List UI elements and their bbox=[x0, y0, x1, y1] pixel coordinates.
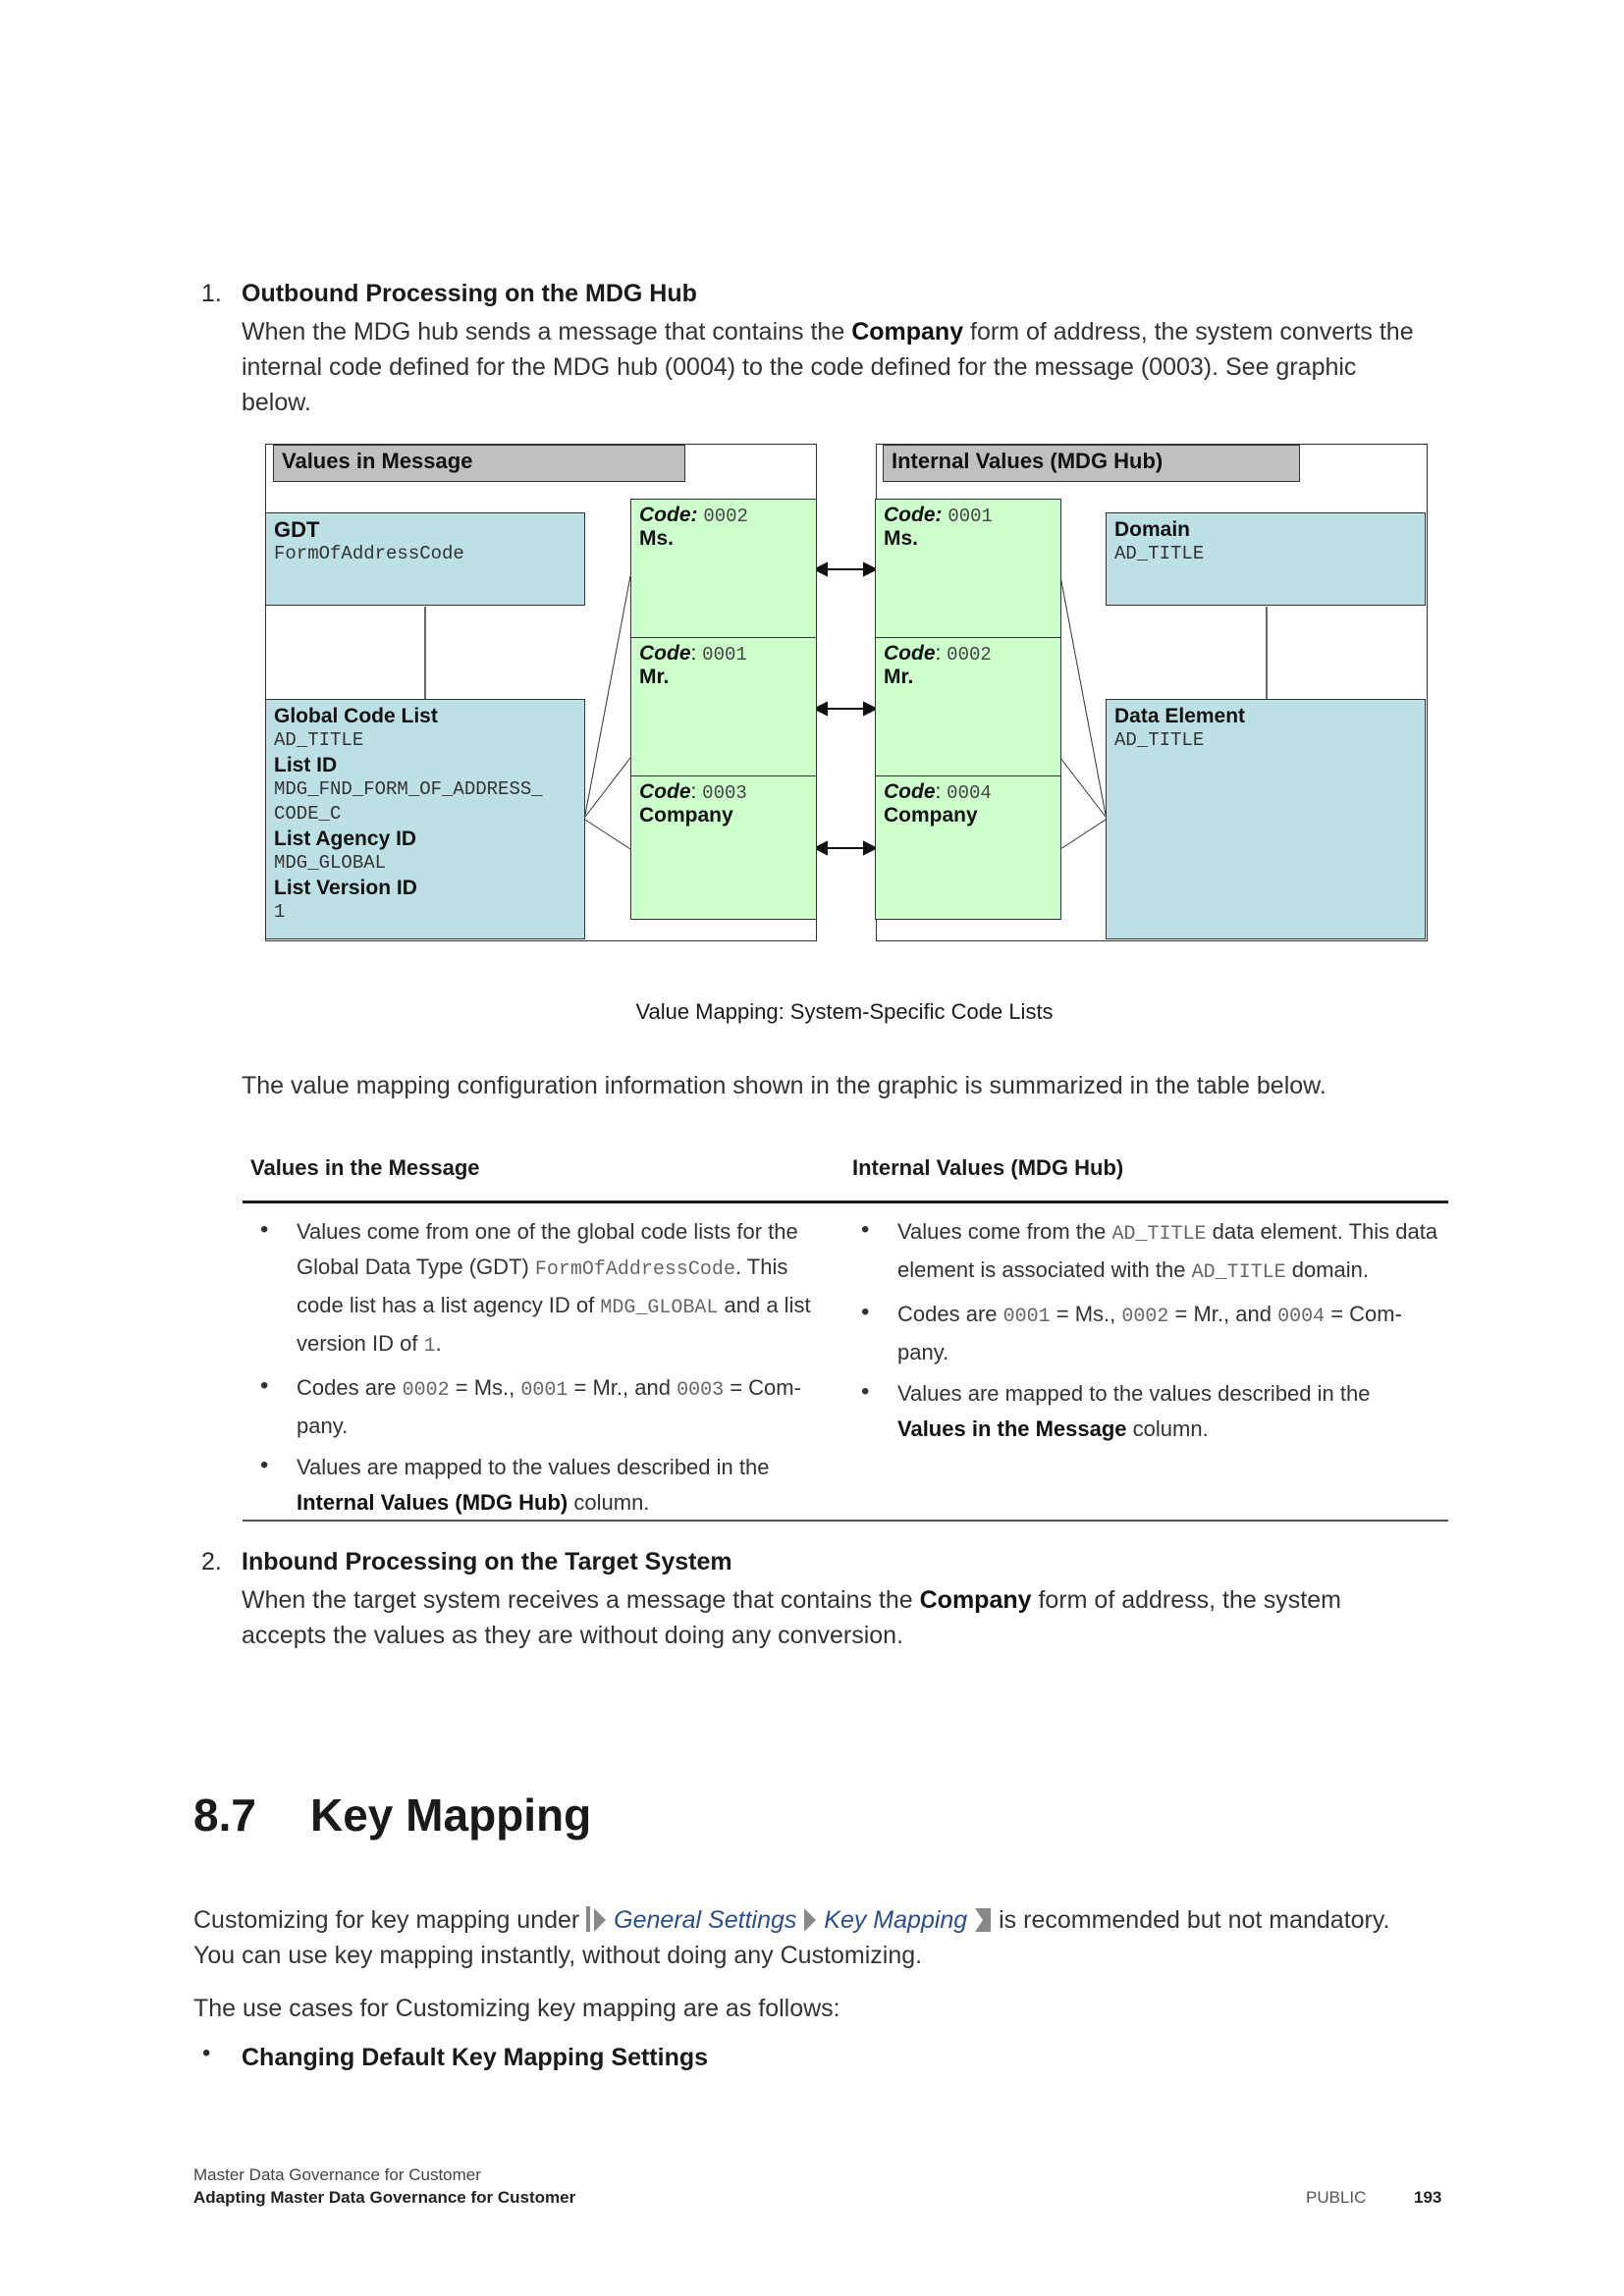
step-text: When the target system receives a message that contains the Company form of address, the system accepts the values as they are without doing any conversion. bbox=[242, 1586, 1341, 1649]
summary-text: The value mapping configuration information shown in the graphic is summarized in the table below. bbox=[242, 1072, 1326, 1099]
table-cell-col2 bbox=[843, 1214, 1438, 1453]
list-item: • Values are mapped to the values described in the Internal Values (MDG Hub) column. bbox=[260, 1452, 770, 1515]
global-code-list-box: Global Code List AD_TITLE List ID MDG_FND_FORM_OF_ADDRESS_ CODE_C List Agency ID MDG_GLOBAL List Version ID 1 bbox=[265, 699, 585, 939]
step-number: 2. bbox=[201, 1548, 222, 1575]
right-header: Internal Values (MDG Hub) bbox=[883, 445, 1300, 482]
use-cases-intro: The use cases for Customizing key mapping are as follows: bbox=[193, 1995, 840, 2022]
section-number: 8.7 bbox=[193, 1789, 256, 1841]
path-arrow-icon bbox=[593, 1907, 607, 1933]
value-mapping-diagram bbox=[263, 442, 1422, 942]
page-number: 193 bbox=[1414, 2188, 1442, 2207]
data-element-box: Data Element AD_TITLE bbox=[1106, 699, 1426, 939]
table-header-rule bbox=[243, 1201, 1448, 1203]
left-code-box-ms: Code: 0002 Ms. bbox=[630, 499, 817, 638]
left-header: Values in Message bbox=[273, 445, 685, 482]
step-number: 1. bbox=[201, 280, 222, 307]
footer-classification: PUBLIC bbox=[1306, 2188, 1367, 2207]
table-cell-col1 bbox=[243, 1214, 839, 1526]
table-header-values-in-message: Values in the Message bbox=[250, 1155, 480, 1180]
step-title: Outbound Processing on the MDG Hub bbox=[242, 280, 697, 307]
gdt-box: GDT FormOfAddressCode bbox=[265, 512, 585, 606]
right-code-box-company: Code: 0004 Company bbox=[875, 775, 1061, 920]
use-case-item: Changing Default Key Mapping Settings bbox=[242, 2044, 709, 2071]
domain-box: Domain AD_TITLE bbox=[1106, 512, 1426, 606]
menu-path-start-icon bbox=[586, 1906, 590, 1932]
figure-caption: Value Mapping: System-Specific Code Lists bbox=[635, 999, 1054, 1024]
list-item: • Values come from the AD_TITLE data element. This data element is associated with the AD_TITLE domain. bbox=[861, 1216, 1438, 1284]
left-code-box-company: Code: 0003 Company bbox=[630, 775, 817, 920]
list-item: • Codes are 0001 = Ms., 0002 = Mr., and 0004 = Company. bbox=[861, 1299, 1402, 1364]
right-code-box-ms: Code: 0001 Ms. bbox=[875, 499, 1061, 638]
section-title: Key Mapping bbox=[310, 1789, 592, 1841]
path-arrow-icon bbox=[803, 1907, 817, 1933]
footer-doc-title: Master Data Governance for Customer bbox=[193, 2165, 481, 2184]
bullet-icon: • bbox=[202, 2040, 211, 2066]
left-code-box-mr: Code: 0001 Mr. bbox=[630, 637, 817, 776]
right-code-box-mr: Code: 0002 Mr. bbox=[875, 637, 1061, 776]
footer-chapter-title: Adapting Master Data Governance for Customer bbox=[193, 2188, 576, 2207]
key-mapping-intro: Customizing for key mapping under General Settings Key Mapping is recommended but not mandatory. You can use key mapping instantly, without doing any Customizing. bbox=[193, 1906, 1390, 1969]
table-bottom-rule bbox=[243, 1520, 1448, 1522]
step-title: Inbound Processing on the Target System bbox=[242, 1548, 732, 1575]
menu-path-general-settings[interactable]: General Settings bbox=[614, 1906, 797, 1934]
list-item: • Codes are 0002 = Ms., 0001 = Mr., and 0003 = Company. bbox=[260, 1372, 801, 1438]
list-item: • Values are mapped to the values described in the Values in the Message column. bbox=[861, 1378, 1371, 1441]
menu-path-key-mapping[interactable]: Key Mapping bbox=[824, 1906, 968, 1934]
list-item: • Values come from one of the global code lists for the Global Data Type (GDT) FormOfAddressCode. This code list has a list agency ID of MDG_GLOBAL and a list version ID of 1. bbox=[260, 1216, 811, 1358]
table-header-internal-values: Internal Values (MDG Hub) bbox=[852, 1155, 1124, 1180]
step-text: When the MDG hub sends a message that contains the Company form of address, the system converts the internal code defined for the MDG hub (0004) to the code defined for the message (0003). See graphic below. bbox=[242, 318, 1414, 416]
path-end-icon bbox=[974, 1907, 992, 1933]
